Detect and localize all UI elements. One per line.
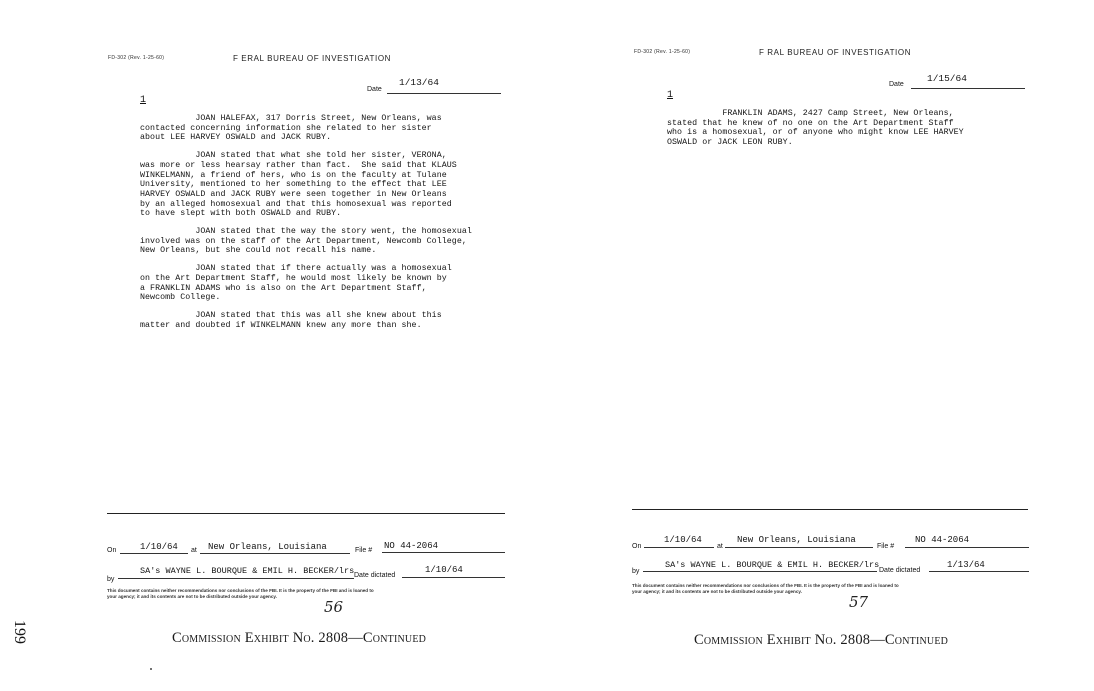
fbi-disclaimer: This document contains neither recommendations nor conclusions of the FBI. It is the property of the FBI and is loaned to your agency; it and its contents are not to be distributed outside your agency. [632, 583, 899, 594]
location-line [200, 553, 350, 554]
by-label: by [107, 576, 115, 583]
paragraph: JOAN HALEFAX, 317 Dorris Street, New Orleans, was contacted concerning information she related to her sister about LEE HARVEY OSWALD and JACK RUBY. [140, 114, 442, 143]
fbi-disclaimer: This document contains neither recommendations nor conclusions of the FBI. It is the property of the FBI and is loaned to your agency; it and its contents are not to be distributed outside your agency. [107, 588, 374, 599]
interview-location: New Orleans, Louisiana [208, 542, 327, 552]
file-number: NO 44-2064 [915, 535, 970, 545]
date-label: Date [367, 86, 382, 93]
file-label: File # [877, 543, 895, 550]
footer-rule [632, 509, 1028, 510]
file-number: NO 44-2064 [384, 541, 439, 551]
dictated-line [402, 577, 505, 578]
report-date: 1/13/64 [399, 77, 439, 88]
exhibit-caption: Commission Exhibit No. 2808—Continued [694, 632, 949, 648]
interview-date-line [120, 553, 188, 554]
form-number: FD-302 (Rev. 1-25-60) [108, 55, 165, 61]
scan-speck [150, 668, 152, 670]
form-number: FD-302 (Rev. 1-25-60) [634, 49, 691, 55]
on-label: On [632, 543, 642, 550]
file-line [905, 547, 1029, 548]
location-line [725, 547, 873, 548]
by-label: by [632, 568, 640, 575]
paragraph: JOAN stated that this was all she knew about this matter and doubted if WINKELMANN knew any more than she. [140, 310, 442, 330]
dictated-date: 1/10/64 [425, 565, 463, 575]
page-number: 1 [667, 90, 674, 101]
dictated-date: 1/13/64 [947, 560, 985, 570]
footer-rule [107, 513, 505, 514]
handwritten-page-number: 56 [324, 598, 344, 616]
side-page-number: 199 [11, 620, 28, 644]
fd302-document-right [547, 0, 1094, 691]
interview-date: 1/10/64 [664, 535, 702, 545]
paragraph: JOAN stated that what she told her sister, VERONA, was more or less hearsay rather than fact. She said that KLAUS WINKELMANN, a friend of hers, who is on the faculty at Tulane University, mentioned to her something to the effect that LEE HARVEY OSWALD and JACK RUBY were seen together in New Orleans by an alleged homosexual and that this homosexual was reported to have slept with both OSWALD and RUBY. [140, 151, 457, 219]
interview-date: 1/10/64 [140, 542, 178, 552]
page-number: 1 [140, 95, 147, 106]
dictated-label: Date dictated [879, 567, 921, 574]
report-date: 1/15/64 [927, 73, 967, 84]
agency-header: F RAL BUREAU OF INVESTIGATION [759, 48, 912, 57]
date-label: Date [889, 81, 904, 88]
paragraph: JOAN stated that if there actually was a homosexual on the Art Department Staff, he would most likely be known by a FRANKLIN ADAMS who is also on the Art Department Staff, Newcomb College. [140, 264, 452, 303]
exhibit-caption: Commission Exhibit No. 2808—Continued [172, 630, 427, 646]
agents-names: SA's WAYNE L. BOURQUE & EMIL H. BECKER/lrs [140, 566, 355, 576]
date-underline [387, 93, 501, 94]
dictated-label: Date dictated [354, 572, 396, 579]
agents-line [643, 571, 877, 572]
date-underline [911, 88, 1025, 89]
file-line [382, 552, 505, 553]
paragraph: FRANKLIN ADAMS, 2427 Camp Street, New Orleans, stated that he knew of no one on the Art Department Staff who is a homosexual, or of anyone who might know LEE HARVEY OSWALD or JACK LEON RUBY. [667, 109, 964, 148]
file-label: File # [355, 547, 373, 554]
interview-location: New Orleans, Louisiana [737, 535, 856, 545]
agency-header: F ERAL BUREAU OF INVESTIGATION [233, 54, 392, 63]
dictated-line [929, 571, 1029, 572]
report-body [667, 109, 964, 148]
agents-names: SA's WAYNE L. BOURQUE & EMIL H. BECKER/lrs [665, 560, 880, 570]
handwritten-page-number: 57 [849, 593, 869, 611]
report-body [140, 114, 472, 330]
at-label: at [191, 547, 197, 554]
agents-line [118, 578, 354, 579]
paragraph: JOAN stated that the way the story went, the homosexual involved was on the staff of the Art Department, Newcomb College, New Orleans, but she could not recall his name. [140, 227, 472, 256]
on-label: On [107, 547, 117, 554]
at-label: at [717, 543, 723, 550]
interview-date-line [644, 547, 714, 548]
